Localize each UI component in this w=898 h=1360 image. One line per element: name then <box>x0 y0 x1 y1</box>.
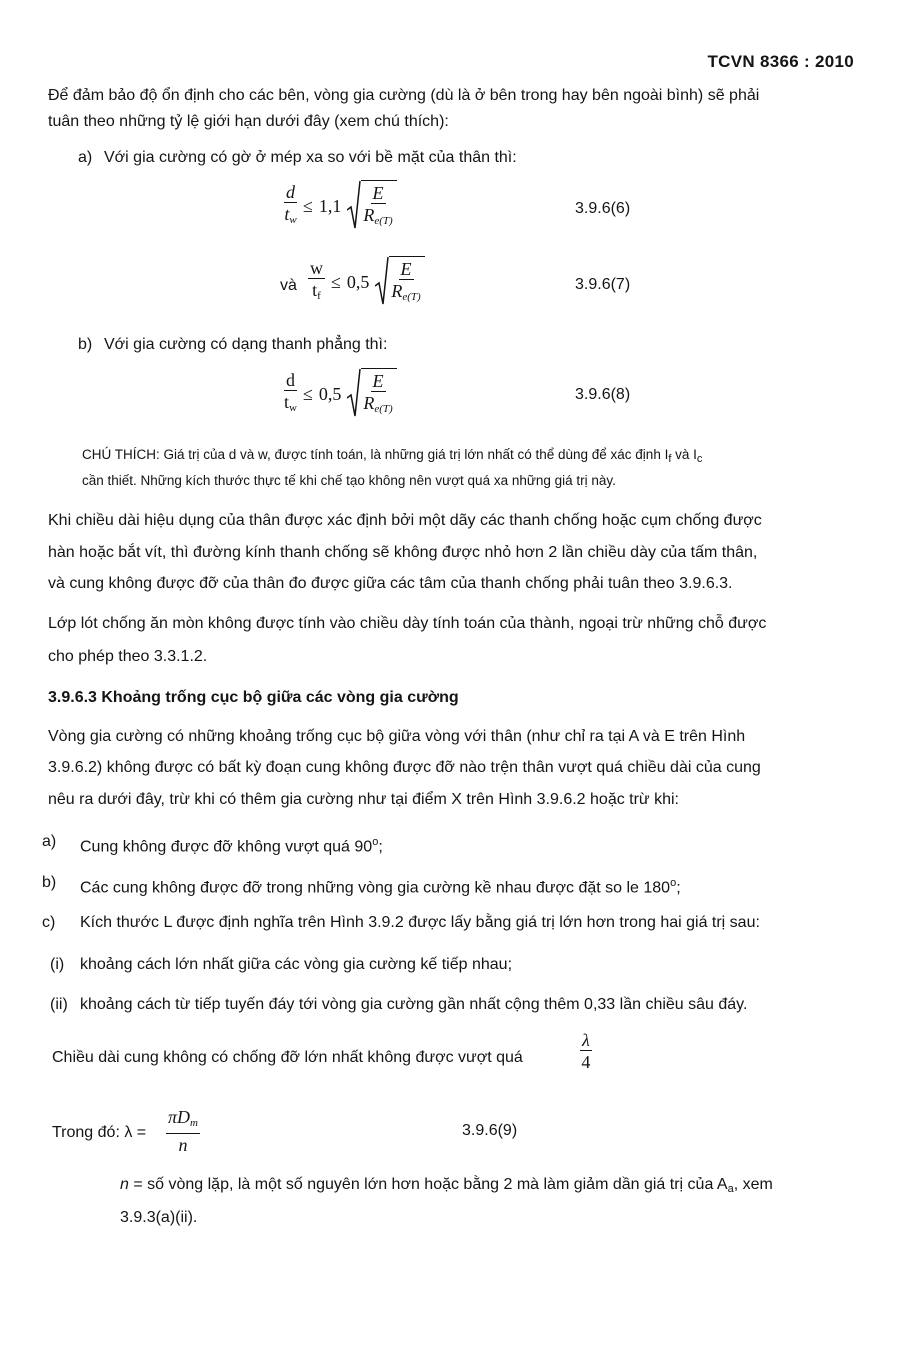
fraction-denominator-sub: w <box>289 213 297 226</box>
note-line2: cần thiết. Những kích thước thực tế khi chế tạo không nên vượt quá xa những giá trị này. <box>82 473 616 488</box>
arc-limit-text: Chiều dài cung không có chống đỡ lớn nhất không được vượt quá <box>52 1049 523 1066</box>
fraction-d-over-tw <box>284 182 297 231</box>
equation-3-9-6-8 <box>284 368 397 420</box>
para2-line1: Khi chiều dài hiệu dụng của thân được xác định bởi một dãy các thanh chống hoặc cụm chống được <box>48 512 762 529</box>
equation-number: 3.9.6(9) <box>462 1122 518 1139</box>
subscript-a: a <box>727 1183 734 1195</box>
item-a-marker: a) <box>78 149 93 166</box>
fraction-denominator: 4 <box>581 1052 591 1072</box>
list-item-a <box>80 832 383 857</box>
fraction-pi-dm-over-n <box>166 1107 200 1156</box>
fraction-denominator: t <box>312 279 318 300</box>
radical-sign-icon <box>375 256 389 306</box>
fraction-d-over-tw <box>284 370 297 419</box>
standard-code: TCVN 8366 : 2010 <box>707 52 854 71</box>
radicand-denominator: R <box>363 205 375 225</box>
para1-line2: tuân theo những tỷ lệ giới hạn dưới đây (xem chú thích): <box>48 113 449 130</box>
list-item-end: ; <box>378 838 383 856</box>
fraction-w-over-tf <box>308 258 325 307</box>
item-a-text: Với gia cường có gờ ở mép xa so với bề mặt của thân thì: <box>104 149 517 166</box>
diameter-symbol: D <box>177 1107 191 1127</box>
para1-line1: Để đảm bảo độ ổn định cho các bên, vòng gia cường (dù là ở bên trong hay bên ngoài bình) sẽ phải <box>48 87 760 104</box>
radicand-denominator: R <box>391 281 403 301</box>
radicand-numerator: E <box>372 183 384 203</box>
list-item-text: Các cung không được đỡ trong những vòng gia cường kề nhau được đặt so le 180 <box>80 879 671 897</box>
fraction-lambda-over-4 <box>580 1030 592 1073</box>
fraction-numerator: w <box>310 257 323 278</box>
sublist-item-i-marker: (i) <box>50 956 65 973</box>
item-b-text: Với gia cường có dạng thanh phẳng thì: <box>104 336 388 353</box>
para4-line3: nêu ra dưới đây, trừ khi có thêm gia cường như tại điểm X trên Hình 3.9.6.2 hoặc trừ khi: <box>48 791 679 808</box>
n-definition-end: , xem <box>733 1176 773 1193</box>
where-lambda-label: Trong đó: λ = <box>52 1124 147 1141</box>
subscript-c: c <box>696 453 703 465</box>
fraction-denominator-sub: f <box>317 289 321 302</box>
square-root <box>347 368 396 420</box>
relation-sign: ≤ <box>303 196 313 216</box>
list-item-end: ; <box>676 879 681 897</box>
n-definition-line1 <box>120 1175 773 1199</box>
para2-line3: và cung không được đỡ của thân đo được giữa các tâm của thanh chống phải tuân theo 3.9.6.3. <box>48 575 733 592</box>
radicand-numerator: E <box>372 371 384 391</box>
radicand-denominator-sub: e(T) <box>374 215 393 227</box>
note-text: CHÚ THÍCH: Giá trị của d và w, được tính toán, là những giá trị lớn nhất có thể dùng để xác định I <box>82 447 669 462</box>
conjunction-va: và <box>280 277 297 294</box>
degree-sign: o <box>372 836 379 848</box>
relation-sign: ≤ <box>331 272 341 292</box>
square-root <box>347 180 396 232</box>
para4-line1: Vòng gia cường có những khoảng trống cục bộ giữa vòng với thân (như chỉ ra tại A và E trên Hình <box>48 728 746 745</box>
item-b-marker: b) <box>78 336 93 353</box>
list-item-b <box>80 873 681 898</box>
variable-n: n <box>120 1176 129 1193</box>
list-item-c-marker: c) <box>42 914 56 931</box>
note-line1 <box>82 446 702 468</box>
radical-sign-icon <box>347 180 361 230</box>
equation-number: 3.9.6(8) <box>575 386 631 403</box>
sublist-item-ii-marker: (ii) <box>50 996 68 1013</box>
sublist-item-ii: khoảng cách từ tiếp tuyến đáy tới vòng gia cường gần nhất cộng thêm 0,33 lần chiều sâu đáy. <box>80 996 748 1013</box>
fraction-denominator-sub: w <box>289 401 297 414</box>
sublist-item-i: khoảng cách lớn nhất giữa các vòng gia cường kế tiếp nhau; <box>80 956 513 973</box>
fraction-numerator: d <box>286 369 295 390</box>
para2-line2: hàn hoặc bắt vít, thì đường kính thanh chống sẽ không được nhỏ hơn 2 lần chiều dày của tấm thân, <box>48 544 758 561</box>
degree-sign: o <box>670 877 677 889</box>
para4-line2: 3.9.6.2) không được có bất kỳ đoạn cung không được đỡ nào trện thân vượt quá chiều dài của cung <box>48 759 761 776</box>
diameter-subscript: m <box>190 1117 198 1129</box>
radicand-denominator-sub: e(T) <box>402 291 421 303</box>
section-heading: 3.9.6.3 Khoảng trống cục bộ giữa các vòng gia cường <box>48 689 459 706</box>
equation-3-9-6-7 <box>308 256 425 308</box>
list-item-a-marker: a) <box>42 833 57 850</box>
fraction-denominator: t <box>284 203 290 224</box>
equation-3-9-6-6 <box>284 180 397 232</box>
coefficient: 1,1 <box>318 196 342 216</box>
square-root <box>375 256 424 308</box>
coefficient: 0,5 <box>318 384 342 404</box>
radicand-denominator: R <box>363 393 375 413</box>
fraction-denominator: t <box>284 391 290 412</box>
subscript-f: f <box>668 453 672 465</box>
fraction-numerator: d <box>286 181 295 202</box>
equation-number: 3.9.6(7) <box>575 276 631 293</box>
fraction-numerator: λ <box>582 1030 590 1050</box>
list-item-text: Cung không được đỡ không vượt quá 90 <box>80 838 373 856</box>
n-definition-line2: 3.9.3(a)(ii). <box>120 1209 198 1226</box>
radicand-denominator-sub: e(T) <box>374 403 393 415</box>
equation-number: 3.9.6(6) <box>575 200 631 217</box>
radicand-numerator: E <box>400 259 412 279</box>
n-definition-text: = số vòng lặp, là một số nguyên lớn hơn hoặc bằng 2 mà làm giảm dần giá trị của A <box>128 1176 728 1193</box>
para3-line1: Lớp lót chống ăn mòn không được tính vào chiều dày tính toán của thành, ngoại trừ những chỗ được <box>48 615 767 632</box>
para3-line2: cho phép theo 3.3.1.2. <box>48 648 208 665</box>
pi-symbol: π <box>168 1107 178 1127</box>
relation-sign: ≤ <box>303 384 313 404</box>
radical-sign-icon <box>347 368 361 418</box>
fraction-denominator: n <box>178 1135 188 1155</box>
note-text-mid: và I <box>671 447 697 462</box>
list-item-b-marker: b) <box>42 874 57 891</box>
list-item-c: Kích thước L được định nghĩa trên Hình 3.9.2 được lấy bằng giá trị lớn hơn trong hai giá trị sau: <box>80 914 760 931</box>
coefficient: 0,5 <box>346 272 370 292</box>
